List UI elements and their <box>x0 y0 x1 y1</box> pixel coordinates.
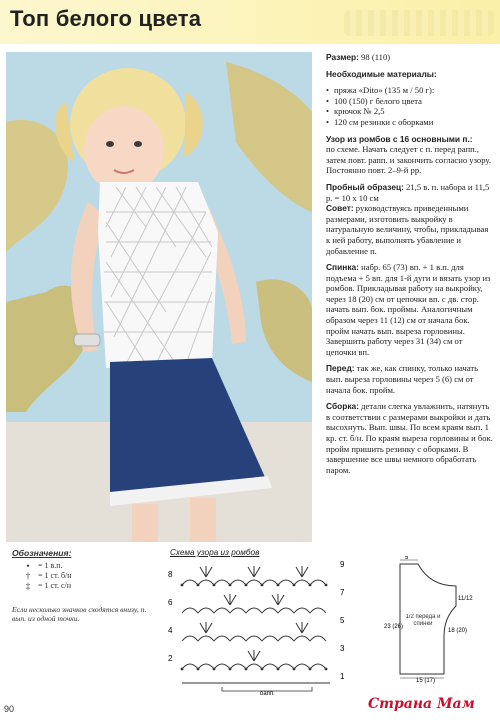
sample-text: 21,5 в. п. набора и 11,5 р. = 10 х 10 см <box>326 181 490 203</box>
assembly-text: детали слегка увлажнить, натянуть в соответствии с размерами выкройки и дать высохнуть. Вып. швы. По всем краям вып. 1 кр. ст. б/н. По краям выреза горловины и бок. пройм пришить резинку с оборками. В завершение все швы немного обработать паром. <box>326 401 493 475</box>
chart-row-number: 4 <box>168 626 173 635</box>
pattern-text: по схеме. Начать следует с п. перед рапп., затем повт. рапп. и закончить согласно узору. Постоянно повт. 2–9-й рр. <box>326 144 491 176</box>
dim-label: 23 (26) <box>384 624 404 630</box>
garment-schematic <box>358 556 478 686</box>
dim-label: 11/12 <box>458 596 473 602</box>
chart-row-number: 6 <box>168 598 173 607</box>
schematic-graphic <box>358 556 478 686</box>
legend <box>12 548 152 624</box>
site-logo: Страна Мам <box>368 696 475 712</box>
material-item-cont <box>326 96 494 107</box>
pattern-label: Узор из ромбов с 16 основными п.: <box>326 133 473 144</box>
advice-label: Совет: <box>326 203 354 214</box>
advice-text: руководствуясь приведенными размерами, изготовить выкройку в натуральную величину, чтобы, прикладывая к ней работу, выполнять убавление и добавление п. <box>326 203 489 256</box>
materials-label: Необходимые материалы: <box>326 68 437 79</box>
page-title: Топ белого цвета <box>10 6 202 31</box>
back-text: набр. 65 (73) вп. + 1 в.п. для подъема + 5 вп. для 1-й дуги и вязать узор из ромбов. Прикладывая работу на выкройку, через 18 (20) см от цепочки вп. с дв. стор. начать вып. бок. проймы. Аналогичным образом через 11 (12) см от начала бок. пройм начать вып. выреза горловины. Завершить работу через 31 (34) см от цепочки вп. <box>326 262 491 357</box>
legend-note: Если несколько значков сходятся внизу, п. вып. из одной точки. <box>12 605 147 624</box>
front-text: так же, как спинку, только начать вып. выреза горловины через 5 (6) см от начала бок. пройм. <box>326 363 479 395</box>
assembly-label: Сборка: <box>326 401 359 412</box>
model-photo <box>6 52 312 542</box>
repeat-label: рапп. <box>260 691 275 695</box>
sample-label: Пробный образец: <box>326 181 404 192</box>
front-paragraph <box>326 363 494 395</box>
dim-label: 18 (20) <box>448 628 468 634</box>
material-item: • 120 см резинки с оборками <box>326 117 494 128</box>
size-label: Размер: <box>326 52 359 62</box>
materials-list <box>326 85 494 127</box>
chart-title: Схема узора из ромбов <box>170 548 260 557</box>
header-watermark <box>344 10 494 36</box>
dim-label: 5 <box>405 556 409 561</box>
material-item: • крючок № 2,5 <box>326 106 494 117</box>
pattern-paragraph <box>326 134 494 176</box>
instructions-column <box>326 52 494 552</box>
legend-text: = 1 в.п. <box>38 561 63 570</box>
schematic-label: 1/2 переда и спинки <box>405 614 441 627</box>
chain-arcs <box>182 580 330 683</box>
chart-row-number: 9 <box>340 560 345 569</box>
legend-row <box>12 561 152 571</box>
size-line <box>326 52 494 63</box>
single-crochet-icon: † <box>25 571 31 581</box>
chart-row-number: 1 <box>340 672 345 681</box>
back-label: Спинка: <box>326 262 359 273</box>
sample-paragraph <box>326 182 494 256</box>
legend-row <box>12 581 152 591</box>
chart-row-number: 7 <box>340 588 345 597</box>
double-crochet-icon: ‡ <box>25 581 31 591</box>
legend-text: = 1 ст. с/н <box>38 581 72 590</box>
page-number: 90 <box>4 704 15 714</box>
legend-title: Обозначения: <box>12 548 72 558</box>
chain-stitch-icon: • <box>26 561 30 571</box>
front-label: Перед: <box>326 363 355 374</box>
legend-text: = 1 ст. б/н <box>38 571 72 580</box>
stitch-chart-graphic <box>162 559 352 695</box>
chart-row-number: 5 <box>340 616 345 625</box>
legend-row <box>12 571 152 581</box>
stitch-chart <box>162 548 352 698</box>
assembly-paragraph <box>326 401 494 475</box>
dim-label: 15 (17) <box>416 678 436 684</box>
chart-row-number: 3 <box>340 644 345 653</box>
material-item-text: 100 (150) г белого цвета <box>334 95 422 106</box>
chart-row-number: 2 <box>168 654 173 663</box>
chart-row-number: 8 <box>168 570 173 579</box>
photo-illustration <box>6 52 312 542</box>
back-paragraph <box>326 262 494 357</box>
size-value: 98 (110) <box>358 52 391 62</box>
materials-heading <box>326 69 494 80</box>
material-item: • пряжа «Dito» (135 м / 50 г): <box>326 85 494 96</box>
